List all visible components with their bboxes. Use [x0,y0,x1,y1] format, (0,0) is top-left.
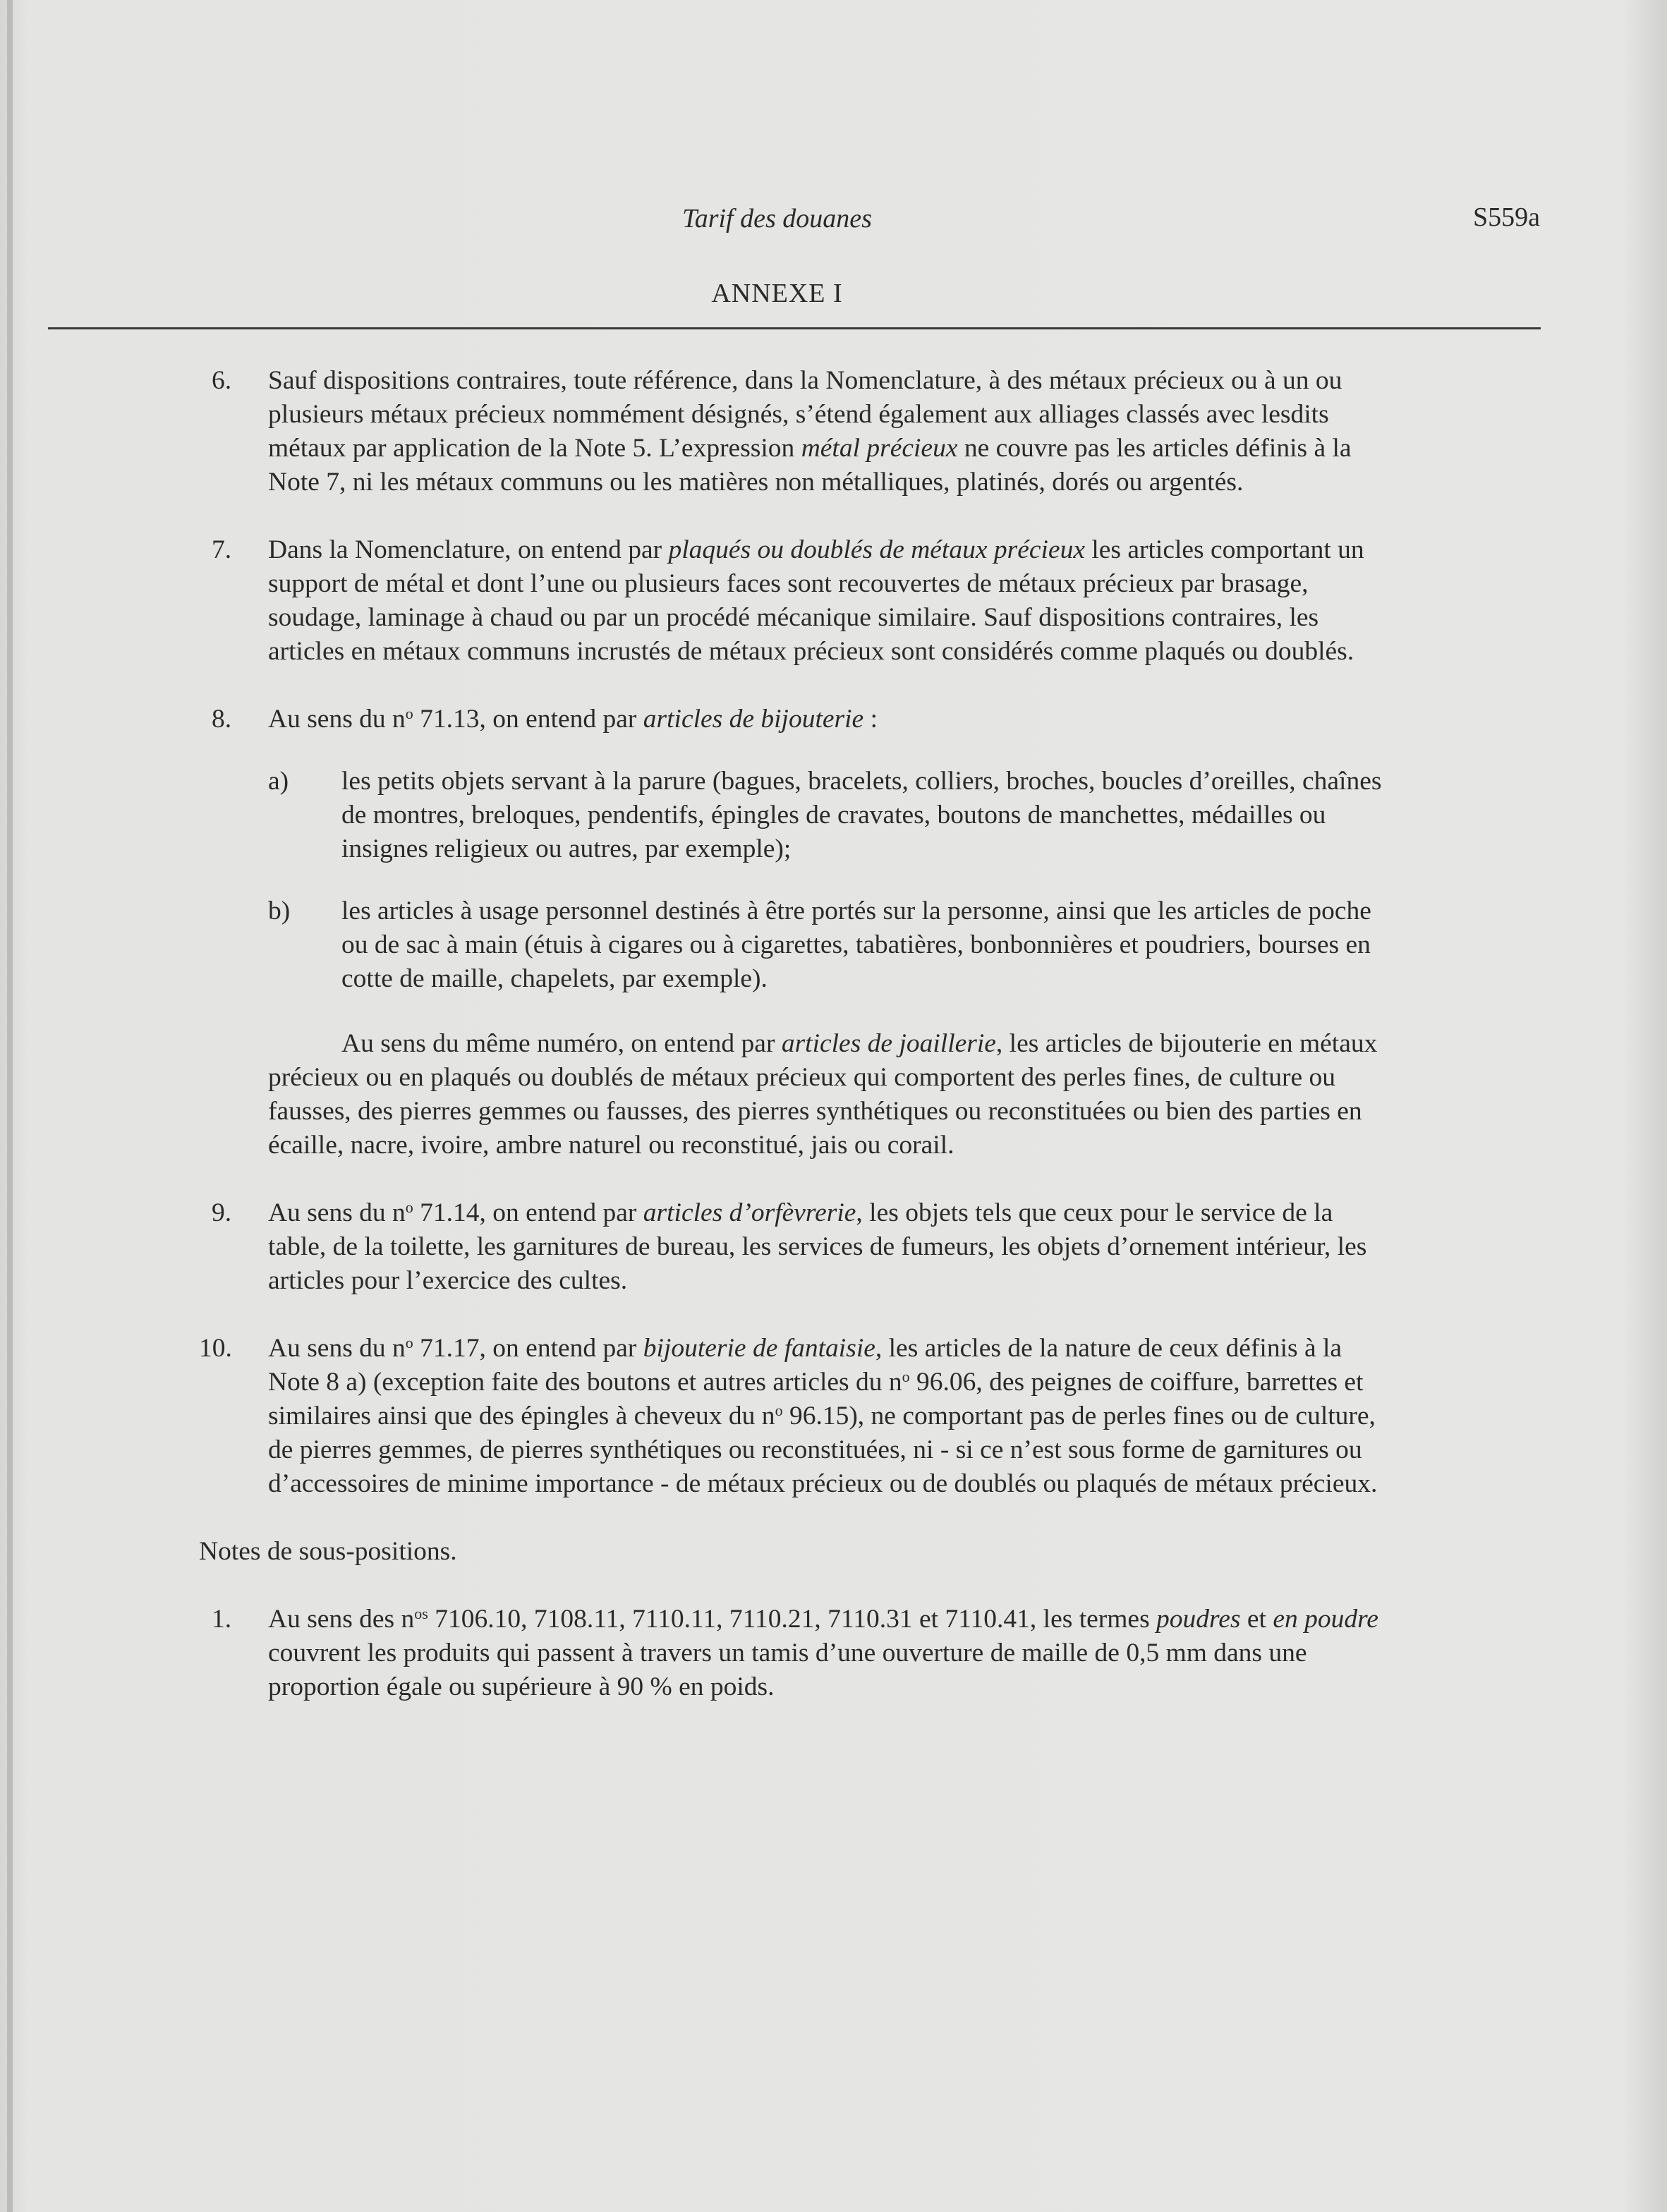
item-text: les petits objets servant à la parure (bagues, bracelets, colliers, broches, boucles d’oreilles, chaînes de montres, breloques, pendentifs, épingles de cravates, boutons de manchettes, médailles ou insignes religieux ou autres, par exemple); [341,767,1382,863]
note-term: articles de bijouterie [643,705,864,734]
item-label: a) [268,767,289,796]
note-text: : [863,705,878,734]
note-6 [212,364,1390,499]
item-label: b) [268,897,291,925]
running-header-title: Tarif des douanes [682,204,872,233]
page-number: S559a [1473,202,1540,232]
note-term: métal précieux [801,434,958,463]
note-number: 9. [212,1198,232,1227]
document-body [199,364,1390,1738]
note-number: 7. [212,535,232,564]
note-term: articles d’orfèvrerie [643,1198,856,1227]
note-text: Au sens du n [268,1334,406,1363]
note-text: Au sens du n [268,705,406,734]
note-term: poudres [1156,1605,1241,1634]
subheading-note-1 [212,1603,1390,1704]
note-text: Sauf dispositions contraires, toute référence, dans la Nomenclature, à des métaux précieux ou à un ou plusieurs métaux précieux nommément désignés, s’étend également aux alliages classés avec lesdits métaux par application de la Note 5. L’expression [268,366,1342,463]
note-term: bijouterie de fantaisie [643,1334,875,1363]
note-text: couvrent les produits qui passent à travers un tamis d’une ouverture de maille de 0,5 mm dans une proportion égale ou supérieure à 90 % en poids. [268,1639,1307,1701]
note-number: 1. [212,1605,232,1634]
superscript: os [414,1605,428,1622]
note-text: ne couvre pas les articles définis à la Note 7, ni les métaux communs ou les matières non métalliques, platinés, dorés ou argentés. [268,434,1352,497]
note-10 [199,1332,1390,1501]
note-8-item-b [212,894,1390,996]
note-8 [212,703,1390,1162]
superscript: o [902,1368,910,1385]
subheading-notes-title: Notes de sous-positions. [199,1537,457,1566]
note-text: 71.17, on entend par [413,1334,643,1363]
superscript: o [405,1334,413,1351]
note-9 [212,1196,1390,1298]
note-text: Dans la Nomenclature, on entend par [268,535,669,564]
note-number: 6. [212,366,232,395]
note-text: 71.13, on entend par [413,705,643,734]
paragraph-text: Au sens du même numéro, on entend par [341,1029,782,1058]
note-term: plaqués ou doublés de métaux précieux [668,535,1085,564]
note-text: 96.06, des peignes de coiffure, barrettes et similaires ainsi que des épingles à cheveux du n [268,1368,1364,1430]
note-text: 71.14, on entend par [413,1198,643,1227]
superscript: o [405,1198,413,1216]
page-edge-shadow [7,0,13,2212]
note-7 [212,533,1390,669]
header-rule [48,327,1541,329]
note-term: en poudre [1273,1605,1378,1634]
note-8-paragraph [212,1027,1390,1162]
superscript: o [405,705,413,722]
note-number: 8. [212,705,232,734]
note-text: 7106.10, 7108.11, 7110.11, 7110.21, 7110.31 et 7110.41, les termes [428,1605,1157,1634]
item-text: les articles à usage personnel destinés à être portés sur la personne, ainsi que les articles de poche ou de sac à main (étuis à cigares ou à cigarettes, tabatières, bonbonnières et poudriers, bourses en cotte de maille, chapelets, par exemple). [341,897,1371,993]
note-8-item-a [212,765,1390,866]
note-text: les articles comportant un support de métal et dont l’une ou plusieurs faces sont recouvertes de métaux précieux par brasage, soudage, laminage à chaud ou par un procédé mécanique similaire. Sauf dispositions contraires, les articles en métaux communs incrustés de métaux précieux sont considérés comme plaqués ou doublés. [268,535,1364,666]
note-text: , les articles de la nature de ceux définis à la Note 8 a) (exception faite des boutons et autres articles du n [268,1334,1342,1397]
note-text: , les objets tels que ceux pour le service de la table, de la toilette, les garnitures de bureau, les services de fumeurs, les objets d’ornement intérieur, les articles pour l’exercice des cultes. [268,1198,1367,1295]
note-text: Au sens du n [268,1198,406,1227]
note-text: 96.15), ne comportant pas de perles fines ou de culture, de pierres gemmes, de pierres synthétiques ou reconstituées, ni - si ce n’est sous forme de garnitures ou d’accessoires de minime importance - de métaux précieux ou de doublés ou plaqués de métaux précieux. [268,1402,1378,1498]
paragraph-text: , les articles de bijouterie en métaux précieux ou en plaqués ou doublés de métaux précieux qui comportent des perles fines, de culture ou fausses, des pierres gemmes ou fausses, des pierres synthétiques ou reconstituées ou bien des parties en écaille, nacre, ivoire, ambre naturel ou reconstitué, jais ou corail. [268,1029,1378,1160]
note-text: Au sens des n [268,1605,415,1634]
annex-heading: ANNEXE I [711,279,843,308]
note-number: 10. [199,1334,232,1363]
superscript: o [775,1402,783,1419]
note-text: et [1240,1605,1273,1634]
paragraph-term: articles de joaillerie [781,1029,996,1058]
